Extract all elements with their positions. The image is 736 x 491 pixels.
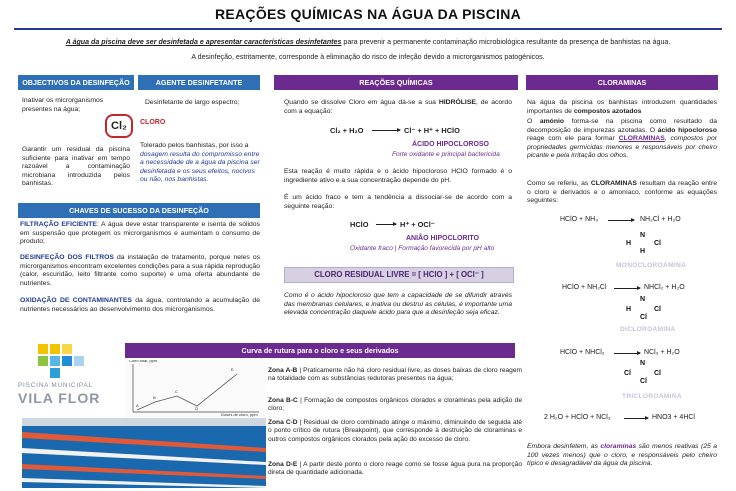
equation-2-right: H⁺ + OCl⁻ [400,220,435,229]
ammonium-g: , compostos por propriedades germicidas menores e responsáveis por cheiro picante e pela irritação dos olhos. [527,135,717,160]
diffusion-paragraph: Como é o ácido hipocloroso que tem a capacidade de se difundir através das membranas celulares, e inativa ou destruí as células, é importante uma elevada concentração daquele ácido para que a desinfeção seja eficaz. [284,292,512,317]
chloramines-intro [527,99,717,116]
reaction-4-right: HNO3 + 4HCl [652,414,695,421]
chloramines-header: CLORAMINAS [526,75,718,90]
reaction-2-right: NHCl₂ + H₂O [644,284,685,291]
logo-name-line-1: PISCINA MUNICIPAL [18,382,93,389]
chloramines-intro-a: Na água da piscina os banhistas introduzem quantidades importantes de [527,99,717,115]
zone-bc-label: Zona B-C [268,397,298,404]
reaction-4-arrow [624,418,648,419]
equation-1-right: Cl⁻ + H⁺ + HClO [404,126,460,135]
hclo-description: Forte oxidante e principal bactericida [392,151,500,158]
breakpoint-chart-svg [125,360,265,418]
agent-text-2-plain: Tolerado pelos banhistas, por isso a [140,142,249,149]
equation-2-left: HClO [350,220,369,229]
reaction-1-left: HClO + NH₃ [560,216,599,223]
dissociation-paragraph: É um ácido fraco e tem a tendência a dissociar-se de acordo com a seguinte reação: [284,194,512,210]
objectives-text-1: Inativar os microrganismos presentes na água; [22,97,104,113]
hydrolysis-text-c: , de acordo com a equação: [284,99,512,115]
logo-square [38,356,48,366]
page-title: REAÇÕES QUÍMICAS NA ÁGUA DA PISCINA [214,6,522,22]
key-filters-text: da instalação de tratamento, porque neles os microrganismos encontram excelentes condições para a sua rápida reprodução (calor, escuridão, leito filtrante como suporte) e uma oferta abundante de nutrientes. [20,254,261,287]
reference-c: resultam da reação entre o cloro e derivados e o amoníaco, conforme as equações seguintes: [527,180,717,205]
key-filtration-text: : A água deve estar transparente e isenta de sólidos em suspensão que protegem os microrganismos e aumentam o consumo de produto; [20,221,260,246]
zone-de-label: Zona D-E [268,461,298,468]
tri-cl3: Cl [640,378,647,385]
curve-header: Curva de rutura para o cloro e seus derivados [125,343,515,358]
chart-point-a: A [136,403,139,408]
agent-text-2-italic: dosagem resulta do compromisso entre a necessidade de a água da piscina ser desinfetada e os seus efeitos, nocivos ou não, nos banhistas. [140,150,260,184]
tri-cl2: Cl [654,370,661,377]
key-oxidation-title: OXIDAÇÃO DE CONTAMINANTES [20,297,132,304]
intro-rest: para prevenir a permanente contaminação microbiológica resultante da presença de banhistas na água. [341,38,671,46]
pool-photo-svg [22,418,266,488]
logo-square [38,344,48,354]
chloramines-reference [527,180,717,206]
reaction-3-arrow [614,353,640,354]
zone-bc [268,397,522,414]
breakpoint-curve [137,374,237,410]
keys-header: CHAVES DE SUCESSO DA DESINFEÇÃO [18,203,260,218]
agent-text-1: Desinfetante de largo espectro; [145,99,240,106]
reference-b: CLORAMINAS [590,180,637,187]
key-filters-title: DESINFEÇÃO DOS FILTROS [20,254,114,261]
di-h: H [626,306,632,313]
reaction-3-left: HClO + NHCl₂ [560,349,605,356]
equation-1-arrow [372,130,400,131]
conclusion-c: são menos reativas (25 a 100 vezes menos) que o cloro, e responsáveis pelo cheiro típico e desagradável da água da piscina. [527,443,717,468]
objectives-header: OBJECTIVOS DA DESINFEÇÃO [18,75,134,90]
agent-header: AGENTE DESINFETANTE [138,75,260,90]
mono-n: N [640,232,646,239]
zone-ab-label: Zona A-B [268,367,298,374]
di-cl1: Cl [654,306,661,313]
zone-de [268,461,522,478]
intro-bold: A água da piscina deve ser desinfetada e apresentar características desinfetantes [65,38,342,46]
zone-ab [268,367,522,384]
zone-de-text: | A partir deste ponto o cloro reage como se fosse água pura na proporção direta de quantidade adicionada. [268,461,522,477]
chloramines-conclusion [527,443,717,469]
ammonium-e: reage com ele para formar [527,135,619,143]
ammonium-c: forma-se na piscina como resultado da decomposição de impurezas azotadas. O [527,118,717,134]
reaction-3-right: NCl₃ + H₂O [644,349,680,356]
reactions-header: REAÇÕES QUÍMICAS [274,75,518,90]
logo-name-line-2: VILA FLOR [18,390,101,406]
ocl-description: Oxidante fraco | Formação favorecida por pH alto [350,245,495,252]
equation-1-left: Cl₂ + H₂O [330,126,364,135]
ammonium-a: O [527,118,540,125]
key-oxidation-text: da água, controlando a acumulação de nutrientes necessários ao desenvolvimento dos microrganismos. [20,297,260,313]
chloramines-intro-b: compostos azotados [573,107,642,115]
cl2-formula: Cl₂ [105,114,133,138]
equation-2-arrow [376,224,396,225]
zone-cd-text: | Residual de cloro combinado atinge o máximo, diminuindo de seguida até o ponto crítico de rutura (Breakpoint), que corresponde à destruição de cloraminas e outros compostos orgânicos clorados pela ação do excesso de cloro. [268,419,522,443]
reaction-4-left: 2 H₂O + HClO + NCl₃ [544,414,611,421]
chart-y-label: Cloro total, ppm [129,360,158,363]
logo-square [50,356,60,366]
agent-text-2 [140,142,260,185]
di-cl2: Cl [640,314,647,321]
logo-square [50,344,60,354]
di-n: N [640,296,646,303]
ocl-name: ANIÃO HIPOCLORITO [406,235,479,242]
monochloramine-name: MONOCLOROAMINA [616,262,687,269]
logo-square [50,368,60,378]
ammonium-b: amónio [539,118,565,125]
title-rule [14,28,722,30]
intro-line-1 [20,38,716,46]
reaction-1-right: NH₂Cl + H₂O [640,216,681,223]
mono-h1: H [626,240,632,247]
mono-cl: Cl [654,240,661,247]
hydrolysis-keyword: HIDRÓLISE [438,99,476,106]
chart-point-b: B [153,395,156,400]
ammonium-d: ácido hipocloroso [657,126,717,134]
residual-chlorine-formula: CLORO RESIDUAL LIVRE = [ HClO ] + [ OCl⁻ ] [284,267,514,283]
cloro-label: CLORO [140,119,166,126]
intro-line-2: A desinfeção, estritamente, corresponde à eliminação do risco de infeção devido a microrganismos patogénicos. [191,53,545,61]
key-filtration-title: FILTRAÇÃO EFICIENTE [20,221,97,228]
chart-x-label: Doses de cloro, ppm [221,412,258,417]
mono-h2: H [640,248,646,255]
key-filters [20,254,260,288]
dichloramine-name: DICLOROAMINA [620,326,676,333]
ammonium-paragraph [527,118,717,161]
zone-cd [268,419,522,444]
trichloramine-name: TRICLOROAMINA [622,393,682,400]
breakpoint-chart [125,360,265,418]
pool-edge [22,418,266,426]
key-oxidation [20,297,260,314]
zone-cd-label: Zona C-D [268,419,298,426]
chart-point-c: C [175,389,178,394]
ammonium-f: CLORAMINAS [618,135,665,143]
logo-square [62,344,72,354]
tri-cl1: Cl [624,370,631,377]
reaction-1-arrow [608,220,634,221]
reaction-2-arrow [614,288,640,289]
pool-photo [22,418,266,488]
zone-bc-text: | Formação de compostos orgânicos clorados e cloraminas pela adição de cloro; [268,397,522,413]
hclo-paragraph: Esta reação é muito rápida e o ácido hipocloroso HClO formado é o ingrediente ativo e a sua concentração depende do pH. [284,168,512,184]
zone-ab-text: | Praticamente não há cloro residual livre, as doses baixas de cloro reagem na totalidade com as substâncias redutoras presentes na água; [268,367,522,383]
conclusion-b: cloraminas [600,443,637,450]
chart-point-e: E [231,367,234,372]
reference-a: Como se referiu, as [527,180,591,187]
conclusion-a: Embora desinfetem, as [527,443,601,450]
chart-point-d: D [195,406,198,411]
logo-square [74,356,84,366]
hydrolysis-text [284,99,512,116]
tri-n: N [640,360,646,367]
logo-square [62,356,72,366]
hclo-name: ÁCIDO HIPOCLOROSO [412,141,490,148]
key-filtration [20,221,260,247]
reaction-2-left: HClO + NH₂Cl [562,284,607,291]
objectives-text-2: Garantir um residual da piscina suficiente para inativar em tempo razoável a contaminação microbiana introduzida pelos banhistas. [22,146,130,188]
hydrolysis-text-a: Quando se dissolve Cloro em água dá-se a sua [284,99,439,106]
